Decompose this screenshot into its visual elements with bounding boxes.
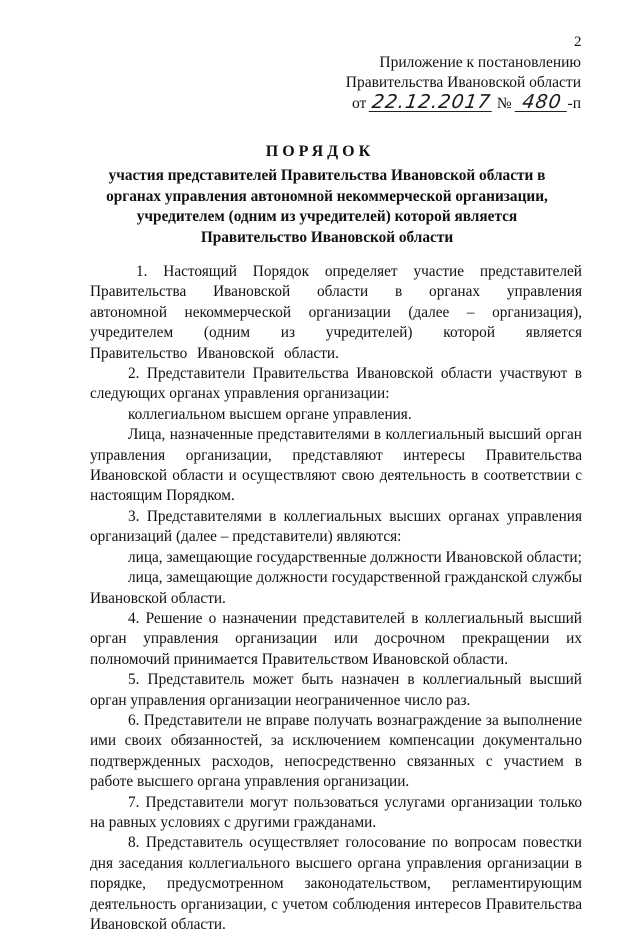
paragraph-2-note: Лица, назначенные представителями в коллегиальный высший орган управления организации, представляют интересы Правительства Ивановской области и осуществляют свою деятельность в соответствии с настоящим Порядком. bbox=[90, 426, 582, 505]
appendix-block bbox=[346, 53, 581, 114]
handwritten-date: 22.12.2017 bbox=[370, 91, 493, 113]
number-suffix: -п bbox=[567, 95, 581, 112]
handwritten-number: 480 bbox=[514, 93, 569, 112]
paragraph-8: 8. Представитель осуществляет голосование по вопросам повестки дня заседания коллегиального высшего органа управления организации в порядке, предусмотренном законодательством, регламентирующим деятельность организации, с учетом соблюдения интересов Правительства Ивановской области. bbox=[90, 834, 582, 933]
appendix-date-line bbox=[346, 93, 581, 114]
paragraph-3-item-1: лица, замещающие государственные должности Ивановской области; bbox=[128, 548, 582, 566]
paragraph-2-item: коллегиальном высшем органе управления. bbox=[128, 405, 412, 423]
paragraph-6: 6. Представители не вправе получать вознаграждение за выполнение ими своих обязанностей, за исключением компенсации документально подтвержденных расходов, непосредственно связанных с участием в работе высшего органа управления организации. bbox=[90, 711, 582, 791]
document-title: ПОРЯДОК bbox=[265, 143, 375, 160]
paragraph-3: 3. Представителями в коллегиальных высших органах управления организаций (далее – представители) являются: bbox=[90, 507, 582, 546]
page-number: 2 bbox=[574, 34, 582, 50]
paragraph-3-item-2: лица, замещающие должности государственной гражданской службы Ивановской области. bbox=[90, 569, 582, 607]
appendix-line-1: Приложение к постановлению bbox=[379, 54, 581, 71]
document-body bbox=[90, 262, 582, 935]
paragraph-2: 2. Представители Правительства Ивановской области участвуют в следующих органах управления организации: bbox=[90, 365, 582, 403]
number-sign: № bbox=[496, 95, 512, 112]
appendix-ot: от bbox=[351, 95, 367, 112]
paragraph-7: 7. Представители могут пользоваться услугами организации только на равных условиях с другими гражданами. bbox=[90, 793, 582, 831]
paragraph-5: 5. Представитель может быть назначен в коллегиальный высший орган управления организации неограниченное число раз. bbox=[90, 671, 582, 709]
appendix-line-2: Правительства Ивановской области bbox=[345, 74, 581, 91]
scan-speck bbox=[12, 458, 16, 462]
paragraph-4: 4. Решение о назначении представителей в коллегиальный высший орган управления организации или досрочном прекращении их полномочий принимается Правительством Ивановской области. bbox=[90, 609, 582, 668]
document-subtitle: участия представителей Правительства Ивановской области в органах управления автономной некоммерческой организации, учредителем (одним из учредителей) которой является Правительство Ивановской области bbox=[106, 167, 548, 246]
paragraph-1: 1. Настоящий Порядок определяет участие представителей Правительства Ивановской области в органах управления автономной некоммерческой организации (далее – организация), учредителем (одним из учредителей) которой является Правительство Ивановской области. bbox=[90, 263, 582, 362]
